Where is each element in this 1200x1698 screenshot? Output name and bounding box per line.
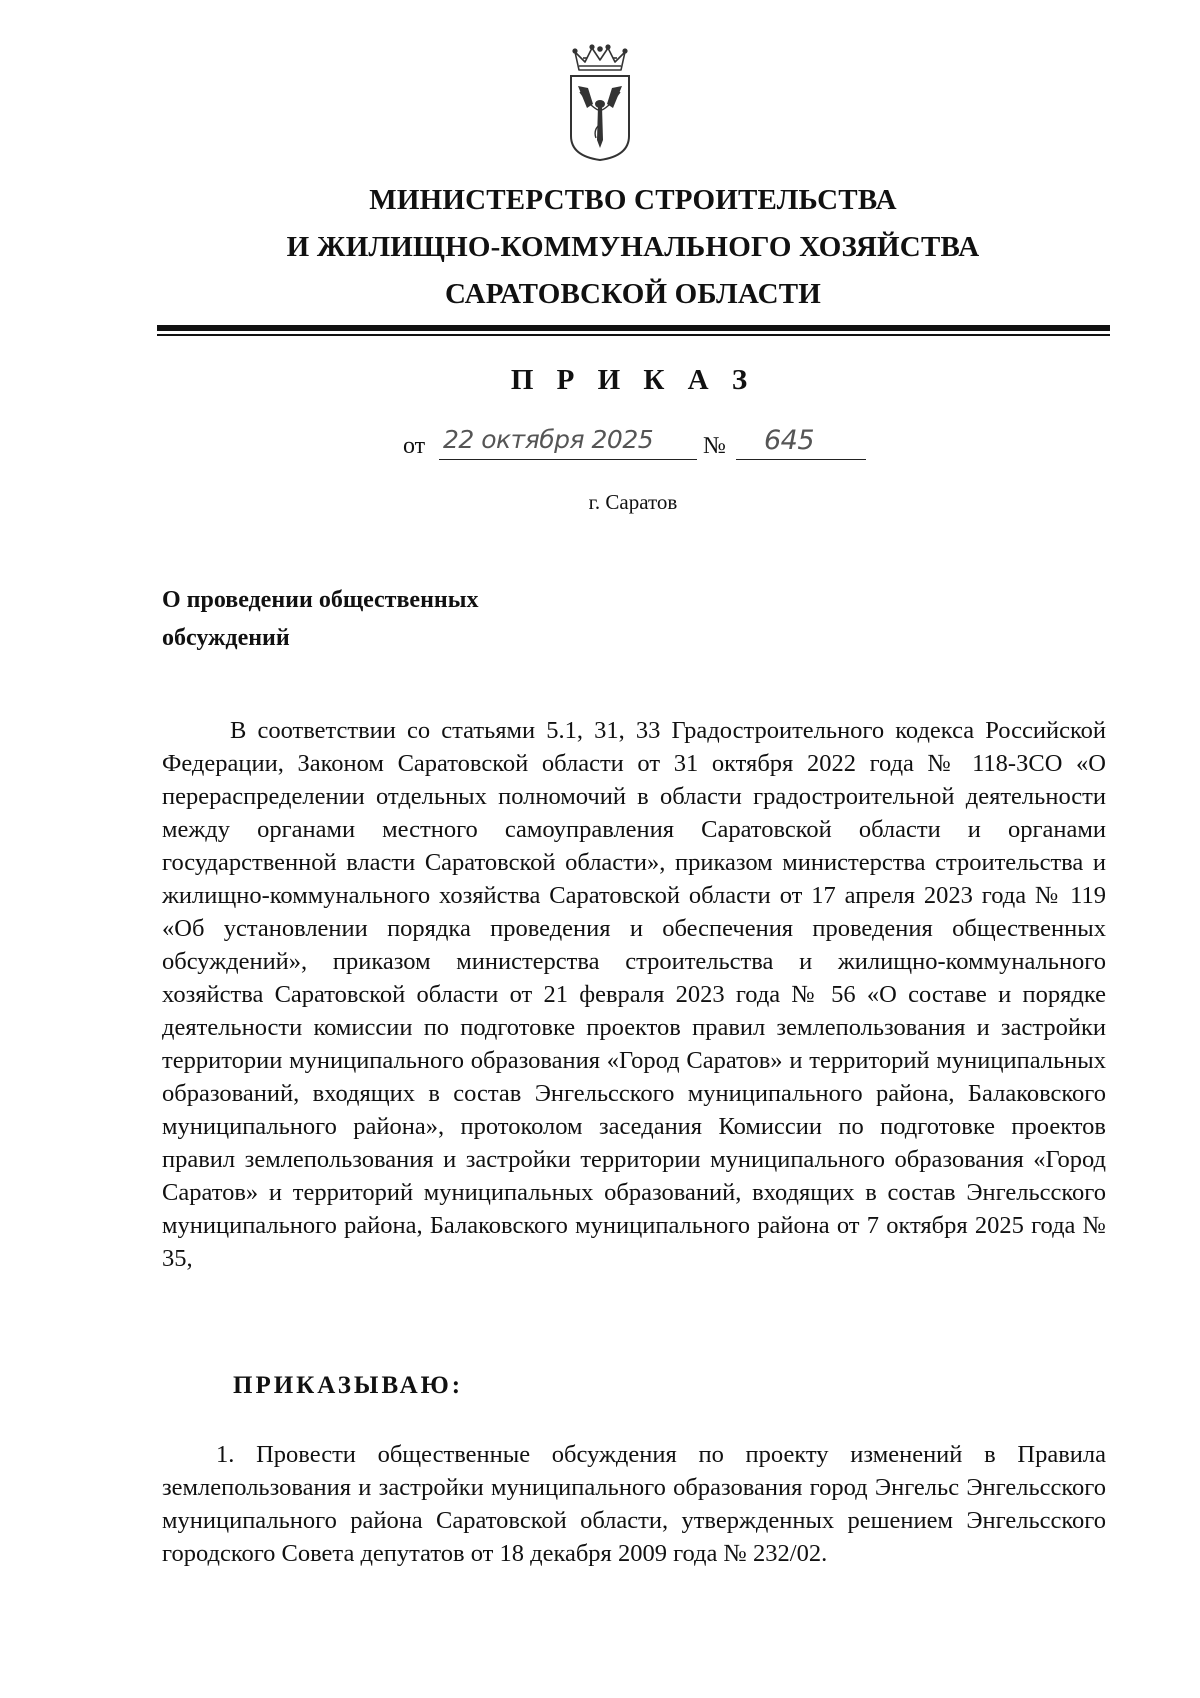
header-divider-thin <box>157 334 1110 336</box>
ministry-line-1: МИНИСТЕРСТВО СТРОИТЕЛЬСТВА <box>369 184 897 216</box>
order-number-handwritten: 645 <box>764 425 815 456</box>
subject-line-1: О проведении общественных <box>162 587 479 613</box>
saratov-coat-of-arms-icon <box>565 44 635 162</box>
document-type-title: П Р И К А З <box>510 364 756 396</box>
number-sign-label: № <box>703 433 726 459</box>
order-item-1: 1. Провести общественные обсуждения по проекту изменений в Правила землепользования и застройки муниципального образования город Энгельс Энгельсского муниципального района Саратовской области, утвержденных решением Энгельсского городского Совета депутатов от 18 декабря 2009 года № 232/02. <box>162 1441 1106 1567</box>
header-divider-thick <box>157 325 1110 331</box>
ministry-line-2: И ЖИЛИЩНО-КОММУНАЛЬНОГО ХОЗЯЙСТВА <box>286 231 980 263</box>
issue-city: г. Саратов <box>588 490 678 514</box>
order-date-number-line <box>403 425 903 465</box>
subject-line-2: обсуждений <box>162 625 290 651</box>
ministry-line-3: САРАТОВСКОЙ ОБЛАСТИ <box>444 278 822 310</box>
ministry-heading <box>0 177 1200 318</box>
preamble-paragraph: В соответствии со статьями 5.1, 31, 33 Градостроительного кодекса Российской Федерации, Законом Саратовской области от 31 октября 2022 года № 118-ЗСО «О перераспределении отдельных полномочий в области градостроительной деятельности между органами местного самоуправления Саратовской области и органами государственной власти Саратовской области», приказом министерства строительства и жилищно-коммунального хозяйства Саратовской области от 17 апреля 2023 года № 119 «Об установлении порядка проведения и обеспечения проведения общественных обсуждений», приказом министерства строительства и жилищно-коммунального хозяйства Саратовской области от 21 февраля 2023 года № 56 «О составе и порядке деятельности комиссии по подготовке проектов правил землепользования и застройки территории муниципального образования «Город Саратов» и территорий муниципальных образований, входящих в состав Энгельсского муниципального района, Балаковского муниципального района», протоколом заседания Комиссии по подготовке проектов правил землепользования и застройки территории муниципального образования «Город Саратов» и территорий муниципальных образований, входящих в состав Энгельсского муниципального района, Балаковского муниципального района от 7 октября 2025 года № 35, <box>162 717 1106 1272</box>
order-date-field <box>439 425 697 460</box>
order-directive-word: ПРИКАЗЫВАЮ: <box>233 1372 464 1399</box>
order-number-field <box>736 425 866 460</box>
order-subject <box>162 581 662 657</box>
date-from-label: от <box>403 433 426 459</box>
order-date-handwritten: 22 октября 2025 <box>443 425 654 454</box>
